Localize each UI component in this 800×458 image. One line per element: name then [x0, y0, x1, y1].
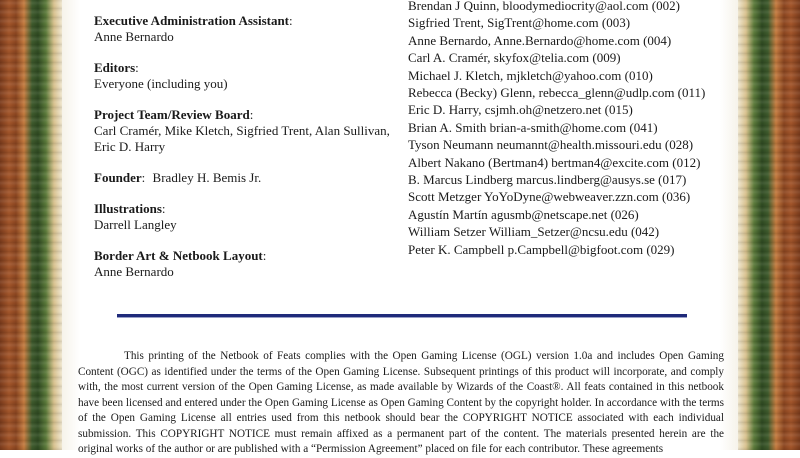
credit-role-suffix: :	[262, 248, 267, 263]
credit-role: Illustrations	[94, 201, 162, 216]
credit-role: Project Team/Review Board	[94, 107, 250, 122]
credit-name: Bradley H. Bemis Jr.	[152, 170, 262, 185]
credit-role-suffix: :	[289, 13, 293, 28]
credit-name: Carl Cramér, Mike Kletch, Sigfried Trent, Alan Sullivan, Eric D. Harry	[94, 123, 390, 154]
contributor-entry: Eric D. Harry, csjmh.oh@netzero.net (015)	[408, 102, 633, 118]
credit-editors	[94, 60, 394, 92]
credit-role: Border Art & Netbook Layout	[94, 248, 263, 263]
credit-role: Founder	[94, 170, 142, 185]
contributor-entry: Anne Bernardo, Anne.Bernardo@home.com (004)	[408, 32, 672, 48]
credit-project-team	[94, 107, 394, 155]
contributor-entry: Peter K. Campbell p.Campbell@bigfoot.com (029)	[408, 241, 675, 257]
contributor-entry: Agustín Martín agusmb@netscape.net (026)	[408, 206, 639, 222]
credit-name: Anne Bernardo	[94, 264, 174, 279]
credit-role: Executive Administration Assistant	[94, 13, 290, 28]
credit-name: Anne Bernardo	[94, 29, 174, 44]
section-divider	[117, 314, 687, 318]
decorative-border-right	[738, 0, 800, 450]
contributor-entry: Sigfried Trent, SigTrent@home.com (003)	[408, 15, 631, 31]
credit-founder	[94, 170, 394, 186]
contributor-entry: Carl A. Cramér, skyfox@telia.com (009)	[408, 50, 621, 66]
contributor-entry: Brian A. Smith brian-a-smith@home.com (041)	[408, 119, 658, 135]
credit-role-suffix: :	[249, 107, 254, 122]
credit-role-suffix: :	[161, 201, 166, 216]
contributor-entry: B. Marcus Lindberg marcus.lindberg@ausys.se (017)	[408, 172, 687, 188]
credit-name: Everyone (including you)	[94, 76, 228, 91]
contributor-entry: William Setzer William_Setzer@ncsu.edu (042)	[408, 224, 660, 240]
credit-role: Editors	[94, 60, 136, 75]
credit-border-art	[94, 248, 394, 280]
contributors-list	[408, 0, 708, 258]
credit-name: Darrell Langley	[94, 217, 177, 232]
ogl-notice-text: This printing of the Netbook of Feats complies with the Open Gaming License (OGL) version 1.0a and includes Open Gaming Content (OGC) as identified under the terms of the Open Gaming License. Subsequent printings of this product will incorporate, and comply with, the most current version of the Open Gaming License, as made available by Wizards of the Coast®. All feats contained in this netbook have been licensed and entered under the Open Gaming License as Open Gaming Content by the copyright holder. In accordance with the terms of the Open Gaming License all entries used from this netbook should bear the COPYRIGHT NOTICE associated with each individual submission. This COPYRIGHT NOTICE must remain affixed as a permanent part of the content. The materials presented herein are the original works of the author or are published with a “Permission Agreement” placed on file for each contributor. These agreements	[78, 350, 724, 455]
credit-role-suffix: :	[135, 60, 139, 75]
credit-illustrations	[94, 201, 394, 233]
contributor-entry: Brendan J Quinn, bloodymediocrity@aol.com (002)	[408, 0, 680, 13]
credits-column	[94, 13, 394, 295]
decorative-border-left	[0, 0, 62, 450]
ogl-notice	[78, 349, 724, 458]
credit-role-suffix: :	[141, 170, 146, 185]
contributor-entry: Scott Metzger YoYoDyne@webweaver.zzn.com (036)	[408, 189, 691, 205]
credit-exec-admin	[94, 13, 394, 45]
contributor-entry: Michael J. Kletch, mjkletch@yahoo.com (010)	[408, 67, 653, 83]
contributor-entry: Tyson Neumann neumannt@health.missouri.edu (028)	[408, 137, 694, 153]
contributor-entry: Rebecca (Becky) Glenn, rebecca_glenn@udlp.com (011)	[408, 85, 706, 101]
contributor-entry: Albert Nakano (Bertman4) bertman4@excite.com (012)	[408, 154, 701, 170]
